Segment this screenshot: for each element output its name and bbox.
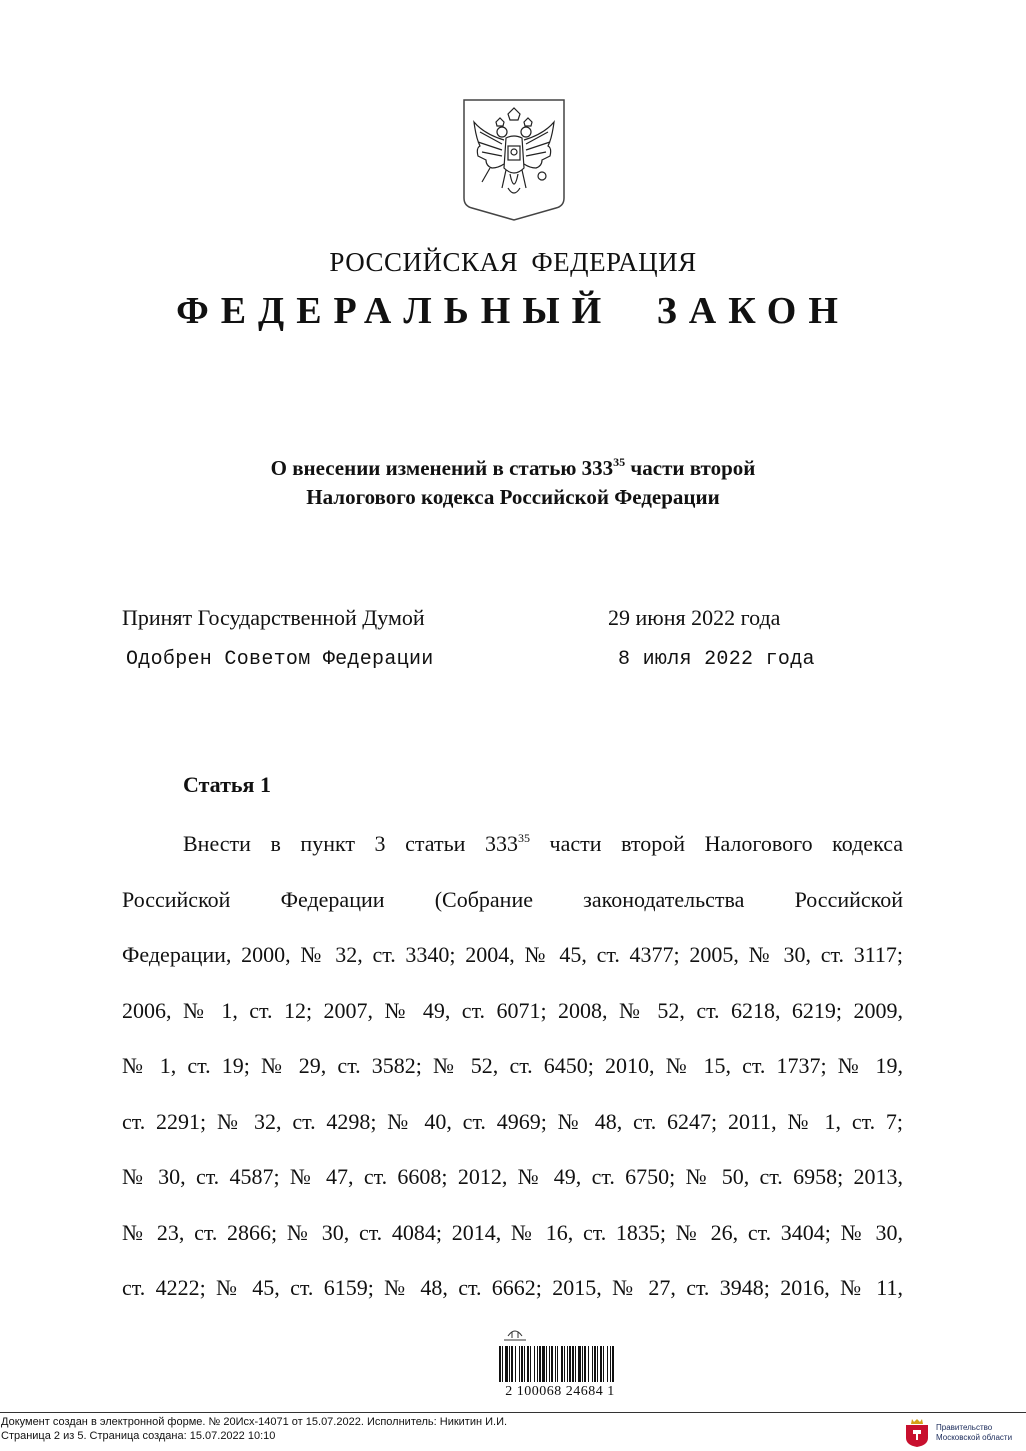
article-line: 2006, № 1, ст. 12; 2007, № 49, ст. 6071; 2008, № 52, ст. 6218, 6219; 2009,	[122, 997, 903, 1023]
barcode-bar	[594, 1346, 596, 1382]
article-line: ст. 4222; № 45, ст. 6159; № 48, ст. 6662; 2015, № 27, ст. 3948; 2016, № 11,	[122, 1275, 903, 1300]
barcode-bar	[499, 1346, 501, 1382]
barcode-bar	[603, 1346, 604, 1382]
article-line: ст. 2291; № 32, ст. 4298; № 40, ст. 4969; № 48, ст. 6247; 2011, № 1, ст. 7;	[122, 1108, 903, 1134]
government-name-line-2: Московской области	[936, 1433, 1013, 1442]
law-title-line-1: О внесении изменений в статью $333^{35}$ части второй	[270, 455, 756, 480]
government-name	[936, 1423, 1012, 1443]
barcode-bar	[519, 1346, 520, 1382]
barcode-bar	[505, 1346, 508, 1382]
duma-adoption-date: 29 июня 2022 года	[608, 605, 781, 630]
barcode-bar	[551, 1346, 553, 1382]
barcode-bar	[557, 1346, 558, 1382]
barcode-bar	[607, 1346, 608, 1382]
barcode-bar	[592, 1346, 593, 1382]
barcode-bar	[509, 1346, 510, 1382]
article-line: № 23, ст. 2866; № 30, ст. 4084; 2014, № 16, ст. 1835; № 26, ст. 3404; № 30,	[122, 1219, 903, 1245]
barcode-bar	[521, 1346, 523, 1382]
barcode-bar	[539, 1346, 541, 1382]
barcode-bar	[612, 1346, 614, 1382]
council-approval-label: Одобрен Советом Федерации	[126, 648, 434, 671]
footer-document-info: Документ создан в электронной форме. № 20Исх-14071 от 15.07.2022. Исполнитель: Никитин И.И.	[1, 1416, 508, 1428]
barcode-bar	[600, 1346, 602, 1382]
country-name: РОССИЙСКАЯ ФЕДЕРАЦИЯ	[329, 247, 697, 277]
barcode-bar	[564, 1346, 565, 1382]
footer-page-info: Страница 2 из 5. Страница создана: 15.07.2022 10:10	[1, 1430, 276, 1442]
barcode-bar	[561, 1346, 563, 1382]
barcode-bar	[530, 1346, 531, 1382]
barcode-bar	[515, 1346, 516, 1382]
barcode-bar	[527, 1346, 529, 1382]
barcode-bar	[610, 1346, 611, 1382]
government-name-line-1: Правительство	[936, 1423, 993, 1432]
barcode-bar	[575, 1346, 576, 1382]
duma-adoption-label: Принят Государственной Думой	[122, 605, 425, 630]
barcode-mark-icon	[498, 1324, 532, 1344]
barcode-bar	[582, 1346, 583, 1382]
council-approval-date: 8 июля 2022 года	[618, 648, 815, 671]
article-line: № 1, ст. 19; № 29, ст. 3582; № 52, ст. 6450; 2010, № 15, ст. 1737; № 19,	[122, 1053, 903, 1078]
barcode-bar	[555, 1346, 556, 1382]
barcode-bar	[511, 1346, 513, 1382]
barcode-bar	[537, 1346, 538, 1382]
law-title-line-2: Налогового кодекса Российской Федерации	[306, 485, 720, 509]
article-line: Федерации, 2000, № 32, ст. 3340; 2004, № 45, ст. 4377; 2005, № 30, ст. 3117;	[122, 942, 903, 967]
document-type: ФЕДЕРАЛЬНЫЙ ЗАКОН	[176, 290, 850, 332]
barcode-bar	[546, 1346, 547, 1382]
barcode-bar	[597, 1346, 598, 1382]
barcode-bar	[588, 1346, 589, 1382]
law-title	[0, 454, 1026, 512]
barcode-bar	[569, 1346, 571, 1382]
barcode-bar	[542, 1346, 545, 1382]
article-body	[122, 816, 903, 1316]
barcode-bar	[534, 1346, 535, 1382]
barcode-bar	[502, 1346, 503, 1382]
russian-coat-of-arms-icon	[462, 98, 566, 222]
barcode-number: 2 100068 24684 1	[505, 1384, 615, 1399]
barcode-bar	[584, 1346, 586, 1382]
moscow-region-coat-of-arms-icon	[903, 1418, 931, 1448]
barcode-bar	[572, 1346, 574, 1382]
barcode-icon	[497, 1346, 617, 1384]
article-line: № 30, ст. 4587; № 47, ст. 6608; 2012, № 49, ст. 6750; № 50, ст. 6958; 2013,	[122, 1164, 903, 1189]
article-line: Внести в пункт 3 статьи $333^{35}$ части второй Налогового кодекса	[183, 831, 904, 856]
barcode-bar	[578, 1346, 581, 1382]
article-heading: Статья 1	[183, 772, 271, 797]
barcode-bar	[549, 1346, 550, 1382]
article-line: Российской Федерации (Собрание законодательства Российской	[122, 886, 903, 912]
barcode-bar	[567, 1346, 568, 1382]
barcode-bar	[524, 1346, 525, 1382]
footer-divider	[0, 1412, 1026, 1413]
